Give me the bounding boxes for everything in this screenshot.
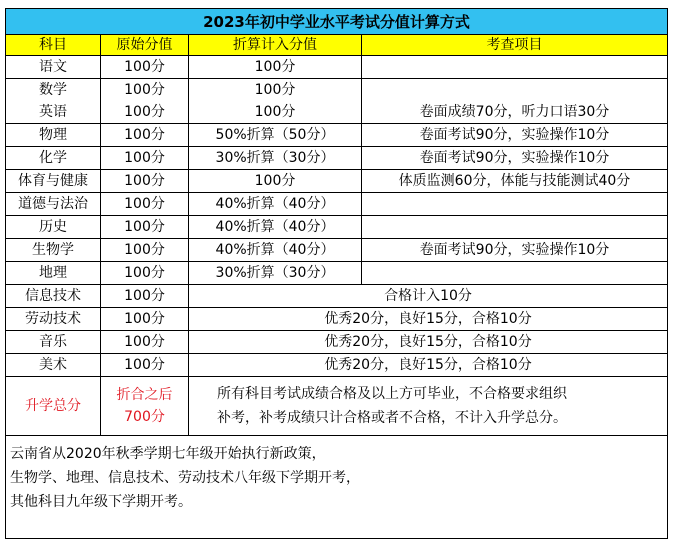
converted-score-cell: 40%折算（40分）	[189, 193, 362, 216]
table-row	[6, 308, 668, 331]
total-description	[189, 377, 668, 436]
raw-score-cell: 100分	[101, 285, 189, 308]
score-table	[5, 8, 668, 539]
table-row	[6, 147, 668, 170]
table-row	[6, 170, 668, 193]
note-line: 生物学、地理、信息技术、劳动技术八年级下学期开考，	[10, 470, 360, 486]
notes-row	[6, 436, 668, 539]
subject-cell: 道德与法治	[6, 193, 101, 216]
converted-score-cell: 50%折算（50分）	[189, 124, 362, 147]
table-title: 2023年初中学业水平考试分值计算方式	[6, 9, 668, 35]
header-row	[6, 35, 668, 56]
exam-items-cell: 卷面考试90分，实验操作10分	[362, 239, 668, 262]
exam-items-cell: 卷面考试90分，实验操作10分	[362, 124, 668, 147]
note-line: 云南省从2020年秋季学期七年级开始执行新政策，	[10, 446, 326, 462]
raw-score-cell: 100分	[101, 124, 189, 147]
table-row	[6, 124, 668, 147]
subject-cell: 语文	[6, 56, 101, 79]
exam-items-cell: 卷面考试90分，实验操作10分	[362, 147, 668, 170]
merged-score-cell: 优秀20分，良好15分，合格10分	[189, 354, 668, 377]
total-raw-line1: 折合之后	[116, 387, 173, 403]
title-row	[6, 9, 668, 35]
total-subject: 升学总分	[6, 377, 101, 436]
raw-score-cell	[101, 79, 189, 124]
converted-score-cell: 100分	[189, 56, 362, 79]
total-raw-line2: 700分	[124, 409, 165, 425]
subject-cell	[6, 79, 101, 124]
converted-score-cell: 40%折算（40分）	[189, 239, 362, 262]
raw-score-english: 100分	[124, 104, 165, 120]
raw-score-cell: 100分	[101, 216, 189, 239]
note-line: 其他科目九年级下学期开考。	[10, 494, 192, 510]
converted-score-cell: 100分	[189, 170, 362, 193]
table-row	[6, 262, 668, 285]
merged-score-cell: 优秀20分，良好15分，合格10分	[189, 308, 668, 331]
raw-score-cell: 100分	[101, 56, 189, 79]
score-table-container	[5, 8, 667, 539]
converted-score-cell: 40%折算（40分）	[189, 216, 362, 239]
subject-english: 英语	[39, 104, 67, 120]
exam-items-cell	[362, 262, 668, 285]
raw-score-cell: 100分	[101, 239, 189, 262]
subject-cell: 美术	[6, 354, 101, 377]
exam-items-cell	[362, 216, 668, 239]
subject-cell: 物理	[6, 124, 101, 147]
exam-items-cell: 体质监测60分，体能与技能测试40分	[362, 170, 668, 193]
subject-cell: 体育与健康	[6, 170, 101, 193]
table-row	[6, 239, 668, 262]
table-row	[6, 193, 668, 216]
raw-score-cell: 100分	[101, 193, 189, 216]
table-row	[6, 216, 668, 239]
subject-cell: 历史	[6, 216, 101, 239]
subject-cell: 化学	[6, 147, 101, 170]
raw-score-cell: 100分	[101, 331, 189, 354]
merged-score-cell: 合格计入10分	[189, 285, 668, 308]
subject-cell: 地理	[6, 262, 101, 285]
items-english: 卷面成绩70分，听力口语30分	[419, 104, 610, 120]
converted-math: 100分	[254, 82, 296, 98]
subject-cell: 生物学	[6, 239, 101, 262]
subject-math: 数学	[39, 82, 67, 98]
header-exam-items: 考查项目	[362, 35, 668, 56]
header-subject: 科目	[6, 35, 101, 56]
raw-score-cell: 100分	[101, 262, 189, 285]
converted-english: 100分	[254, 104, 296, 120]
subject-cell: 音乐	[6, 331, 101, 354]
merged-score-cell: 优秀20分，良好15分，合格10分	[189, 331, 668, 354]
converted-score-cell: 30%折算（30分）	[189, 147, 362, 170]
table-row	[6, 79, 668, 124]
subject-cell: 劳动技术	[6, 308, 101, 331]
header-raw-score: 原始分值	[101, 35, 189, 56]
raw-score-cell: 100分	[101, 354, 189, 377]
exam-items-cell	[362, 56, 668, 79]
table-row	[6, 285, 668, 308]
table-row	[6, 331, 668, 354]
table-row	[6, 354, 668, 377]
total-row	[6, 377, 668, 436]
table-row	[6, 56, 668, 79]
converted-score-cell: 30%折算（30分）	[189, 262, 362, 285]
raw-score-cell: 100分	[101, 308, 189, 331]
converted-score-cell	[189, 79, 362, 124]
exam-items-cell	[362, 193, 668, 216]
total-desc-line2: 补考，补考成绩只计合格或者不合格，不计入升学总分。	[217, 410, 567, 426]
raw-score-cell: 100分	[101, 147, 189, 170]
notes-cell	[6, 436, 668, 539]
total-desc-line1: 所有科目考试成绩合格及以上方可毕业，不合格要求组织	[217, 386, 567, 402]
total-raw-score	[101, 377, 189, 436]
subject-cell: 信息技术	[6, 285, 101, 308]
raw-score-math: 100分	[124, 82, 165, 98]
header-converted-score: 折算计入分值	[189, 35, 362, 56]
exam-items-cell	[362, 79, 668, 124]
raw-score-cell: 100分	[101, 170, 189, 193]
